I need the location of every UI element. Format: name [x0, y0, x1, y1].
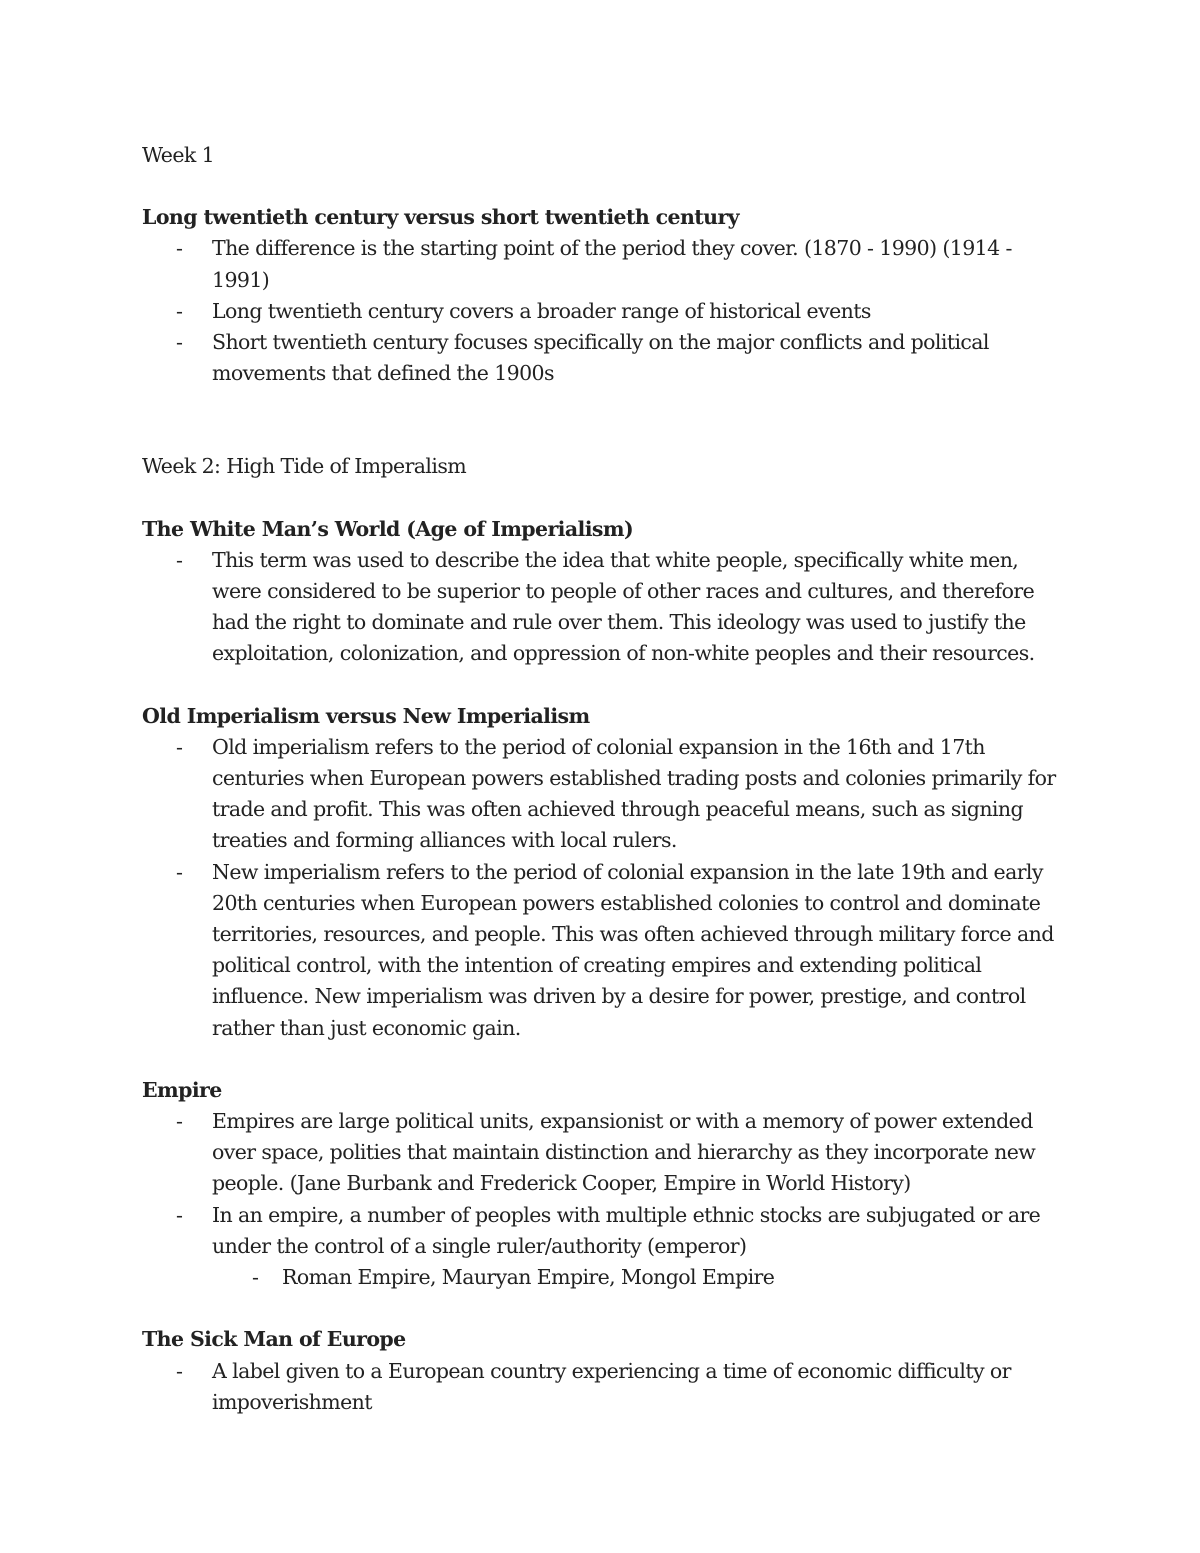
bullet-list-empire — [142, 1106, 1072, 1293]
list-item: - Old imperialism refers to the period of colonial expansion in the 16th and 17th centuries when European powers established trading posts and colonies primarily for trade and profit. This was often achieved through peaceful means, such as signing treaties and forming alliances with local rulers. — [142, 732, 1072, 857]
spacer — [142, 670, 1072, 701]
bullet-list-sick-man-of-europe — [142, 1356, 1072, 1418]
list-item: - Empires are large political units, expansionist or with a memory of power extended over space, polities that maintain distinction and hierarchy as they incorporate new people. (Jane Burbank and Frederick Cooper, Empire in World History) — [142, 1106, 1072, 1200]
list-item-text: In an empire, a number of peoples with multiple ethnic stocks are subjugated or are under the control of a single ruler/authority (emperor) — [212, 1202, 1041, 1258]
spacer — [142, 1044, 1072, 1075]
list-item — [142, 1200, 1072, 1294]
spacer — [142, 483, 1072, 514]
list-item: - Long twentieth century covers a broader range of historical events — [142, 296, 1072, 327]
list-item: - A label given to a European country experiencing a time of economic difficulty or impoverishment — [142, 1356, 1072, 1418]
list-item: - This term was used to describe the idea that white people, specifically white men, were considered to be superior to people of other races and cultures, and therefore had the right to dominate and rule over them. This ideology was used to justify the exploitation, colonization, and oppression of non-white peoples and their resources. — [142, 545, 1072, 670]
bullet-list-long-vs-short — [142, 233, 1072, 389]
week-1-title: Week 1 — [142, 143, 215, 167]
spacer — [142, 1293, 1072, 1324]
section-heading-empire: Empire — [142, 1077, 222, 1102]
section-heading-sick-man-of-europe: The Sick Man of Europe — [142, 1327, 406, 1352]
list-item: - The difference is the starting point of the period they cover. (1870 - 1990) (1914 - 1991) — [142, 233, 1072, 295]
spacer — [142, 389, 1072, 451]
bullet-list-old-vs-new-imperialism — [142, 732, 1072, 1044]
section-heading-white-mans-world: The White Man’s World (Age of Imperialism) — [142, 516, 634, 541]
week-2-title: Week 2: High Tide of Imperalism — [142, 454, 467, 479]
list-item: - New imperialism refers to the period of colonial expansion in the late 19th and early 20th centuries when European powers established colonies to control and dominate territories, resources, and people. This was often achieved through military force and political control, with the intention of creating empires and extending political influence. New imperialism was driven by a desire for power, prestige, and control rather than just economic gain. — [142, 857, 1072, 1044]
section-heading-long-vs-short: Long twentieth century versus short twentieth century — [142, 205, 739, 230]
list-item: - Short twentieth century focuses specifically on the major conflicts and political movements that defined the 1900s — [142, 327, 1072, 389]
document-page — [142, 140, 1072, 1418]
sub-bullet-list-empire-examples — [212, 1262, 1072, 1293]
bullet-list-white-mans-world — [142, 545, 1072, 670]
spacer — [142, 171, 1072, 202]
sub-list-item: - Roman Empire, Mauryan Empire, Mongol Empire — [212, 1262, 1072, 1293]
section-heading-old-vs-new-imperialism: Old Imperialism versus New Imperialism — [142, 703, 590, 728]
